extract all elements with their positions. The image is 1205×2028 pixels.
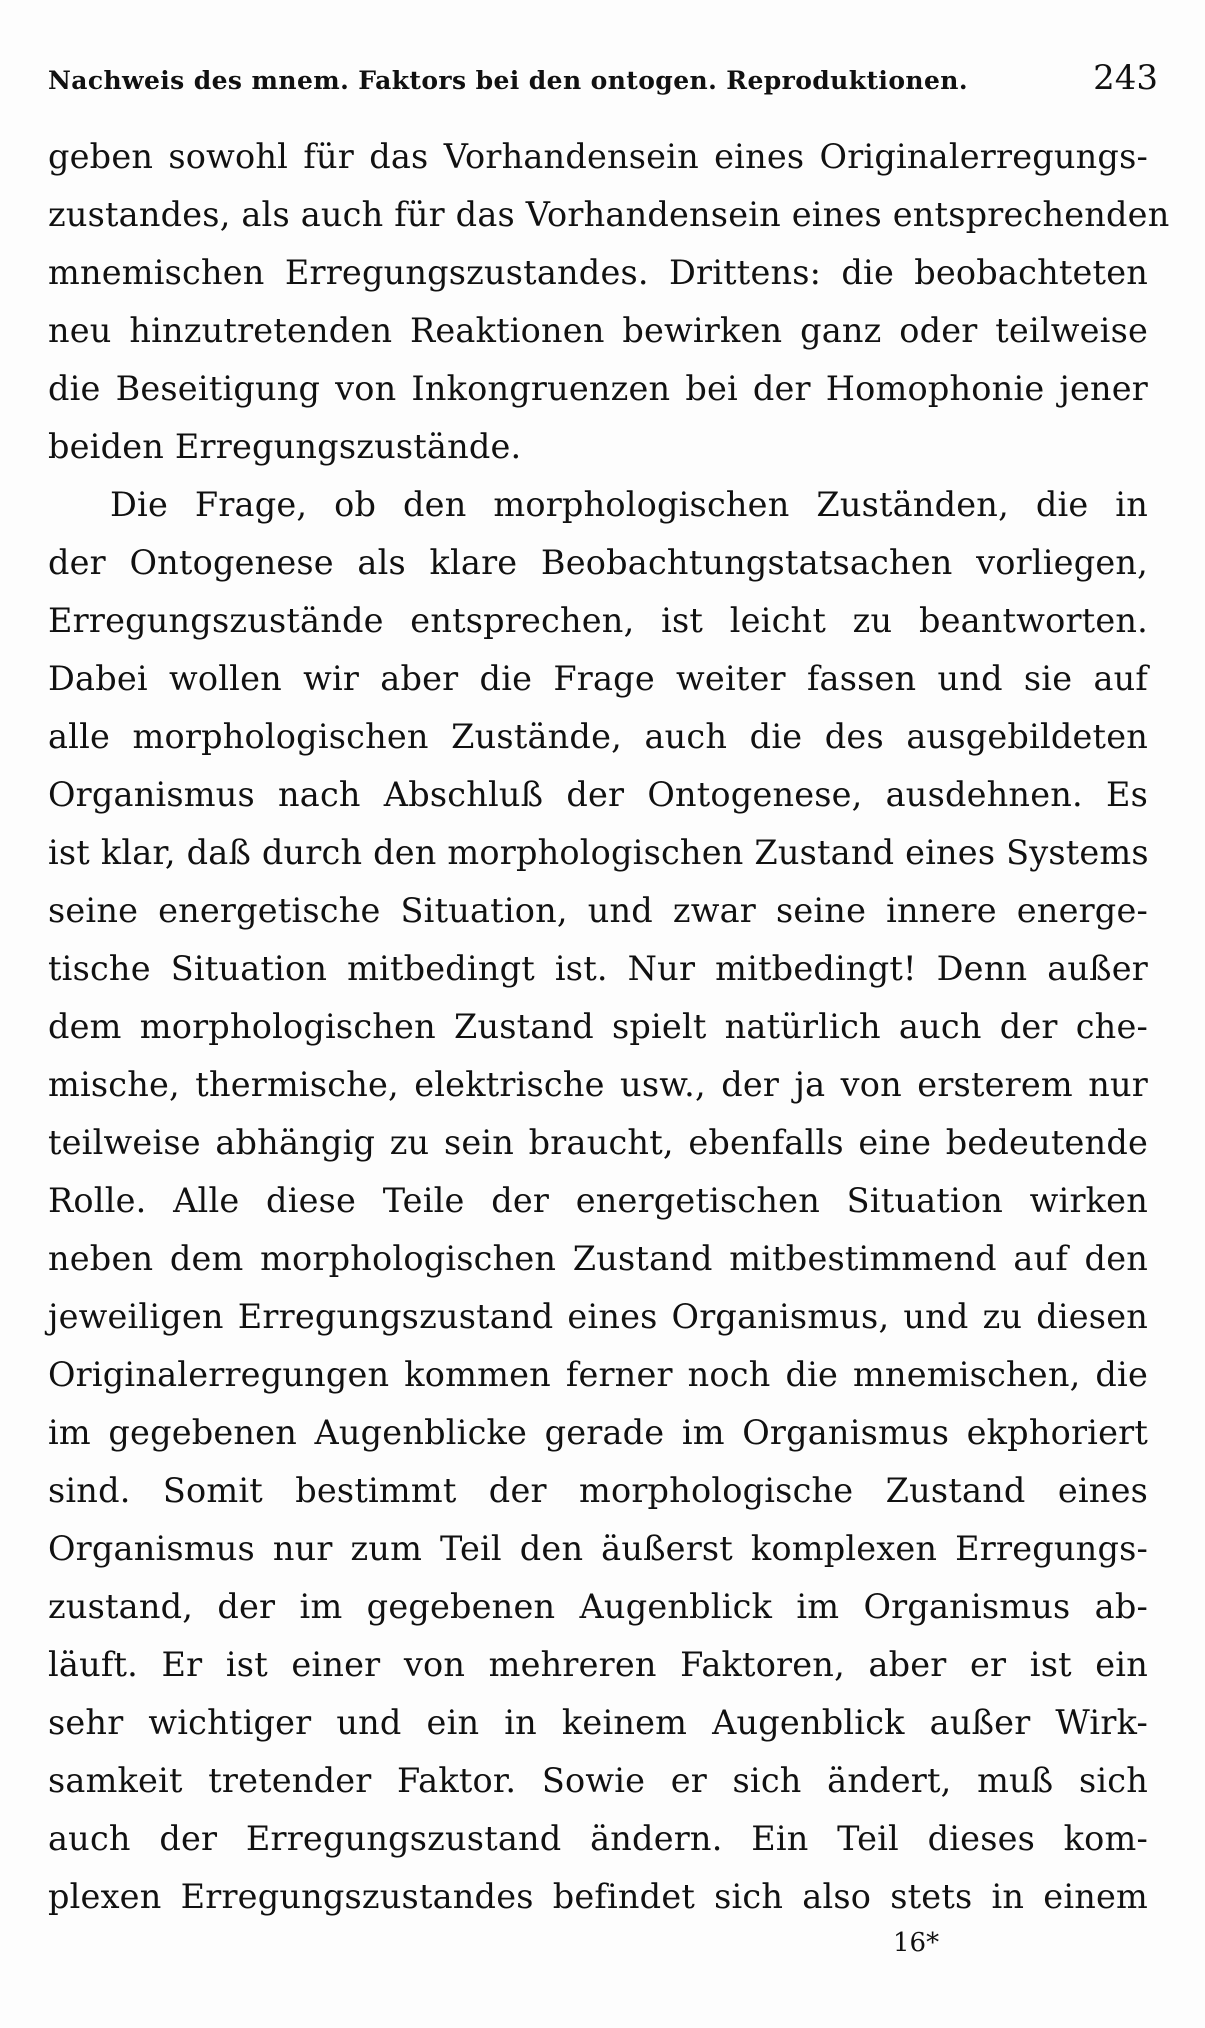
text-line: Organismus nach Abschluß der Ontogenese, ausdehnen. Es xyxy=(48,775,1148,814)
page-number: 243 xyxy=(1093,58,1158,98)
text-line: samkeit tretender Faktor. Sowie er sich ändert, muß sich xyxy=(48,1761,1148,1800)
signature-mark: 16* xyxy=(893,1928,940,1958)
text-line: läuft. Er ist einer von mehreren Faktoren, aber er ist ein xyxy=(48,1645,1148,1684)
text-line: zustand, der im gegebenen Augenblick im Organismus ab- xyxy=(48,1587,1148,1626)
text-line: dem morphologischen Zustand spielt natürlich auch der che- xyxy=(48,1007,1148,1046)
text-line: mische, thermische, elektrische usw., der ja von ersterem nur xyxy=(48,1065,1148,1104)
text-line: Rolle. Alle diese Teile der energetischen Situation wirken xyxy=(48,1181,1148,1220)
text-line: neu hinzutretenden Reaktionen bewirken ganz oder teilweise xyxy=(48,311,1148,350)
text-line: seine energetische Situation, und zwar seine innere energe- xyxy=(48,891,1148,930)
text-line: teilweise abhängig zu sein braucht, ebenfalls eine bedeutende xyxy=(48,1123,1148,1162)
text-line: Die Frage, ob den morphologischen Zuständen, die in xyxy=(110,485,1148,524)
text-line: mnemischen Erregungszustandes. Drittens: die beobachteten xyxy=(48,253,1148,292)
text-line: Erregungszustände entsprechen, ist leicht zu beantworten. xyxy=(48,601,1148,640)
text-line: im gegebenen Augenblicke gerade im Organismus ekphoriert xyxy=(48,1413,1148,1452)
text-line: der Ontogenese als klare Beobachtungstatsachen vorliegen, xyxy=(48,543,1148,582)
text-line: Originalerregungen kommen ferner noch die mnemischen, die xyxy=(48,1355,1148,1394)
text-line: sind. Somit bestimmt der morphologische Zustand eines xyxy=(48,1471,1148,1510)
text-line: neben dem morphologischen Zustand mitbestimmend auf den xyxy=(48,1239,1148,1278)
text-line: Organismus nur zum Teil den äußerst komplexen Erregungs- xyxy=(48,1529,1148,1568)
text-line: sehr wichtiger und ein in keinem Augenblick außer Wirk- xyxy=(48,1703,1148,1742)
text-line: tische Situation mitbedingt ist. Nur mitbedingt! Denn außer xyxy=(48,949,1148,988)
text-line: alle morphologischen Zustände, auch die des ausgebildeten xyxy=(48,717,1148,756)
text-line: zustandes, als auch für das Vorhandensein eines entsprechenden xyxy=(48,195,1170,234)
text-line: beiden Erregungszustände. xyxy=(48,427,522,466)
text-line: plexen Erregungszustandes befindet sich also stets in einem xyxy=(48,1877,1148,1916)
text-line: ist klar, daß durch den morphologischen Zustand eines Systems xyxy=(48,833,1149,872)
running-head xyxy=(48,58,1158,110)
text-line: auch der Erregungszustand ändern. Ein Teil dieses kom- xyxy=(48,1819,1148,1858)
running-title: Nachweis des mnem. Faktors bei den ontogen. Reproduktionen. xyxy=(48,66,968,95)
text-line: geben sowohl für das Vorhandensein eines Originalerregungs- xyxy=(48,137,1148,176)
body-text xyxy=(48,128,1170,1926)
text-line: Dabei wollen wir aber die Frage weiter fassen und sie auf xyxy=(48,659,1148,698)
text-line: die Beseitigung von Inkongruenzen bei der Homophonie jener xyxy=(48,369,1148,408)
text-line: jeweiligen Erregungszustand eines Organismus, und zu diesen xyxy=(48,1297,1148,1336)
